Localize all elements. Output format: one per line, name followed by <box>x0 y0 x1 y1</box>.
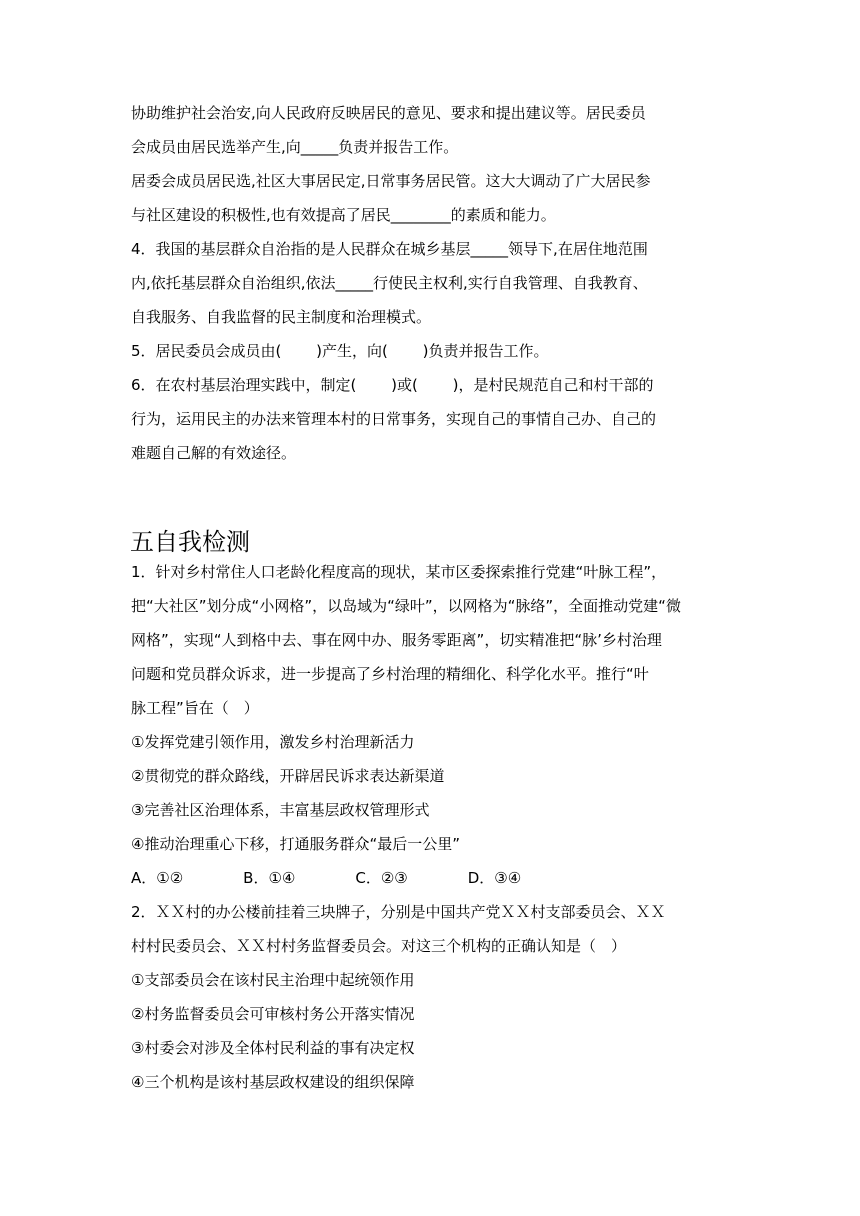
text-line: 脉工程”旨在（ ） <box>131 699 259 717</box>
text-line: 自我服务、自我监督的民主制度和治理模式。 <box>131 308 432 326</box>
self-check-block <box>131 555 731 1099</box>
text-line: 难题自己解的有效途径。 <box>131 444 297 462</box>
text-line: 网格”，实现“人到格中去、事在网中办、服务零距离”，切实精准把“脉’乡村治理 <box>131 631 662 649</box>
text-line: 与社区建设的积极性,也有效提高了居民________的素质和能力。 <box>131 206 556 224</box>
question-6-line: 6．在农村基层治理实践中，制定( )或( )，是村民规范自己和村干部的 <box>131 376 654 394</box>
text-line: 会成员由居民选举产生,向_____负责并报告工作。 <box>131 138 459 156</box>
text-line: 问题和党员群众诉求，进一步提高了乡村治理的精细化、科学化水平。推行“叶 <box>131 665 649 683</box>
question-4-line: 4．我国的基层群众自治指的是人民群众在城乡基层_____领导下,在居住地范围 <box>131 240 648 258</box>
text-line: 村村民委员会、ＸＸ村村务监督委员会。对这三个机构的正确认知是（ ） <box>131 937 627 955</box>
section-title: 五自我检测 <box>130 528 250 556</box>
question-5-line: 5．居民委员会成员由( )产生，向( )负责并报告工作。 <box>131 342 549 360</box>
option-line: ③完善社区治理体系，丰富基层政权管理形式 <box>131 801 430 819</box>
option-line: ②村务监督委员会可审核村务公开落实情况 <box>131 1005 415 1023</box>
option-line: ④三个机构是该村基层政权建设的组织保障 <box>131 1073 415 1091</box>
text-line: 把“大社区”划分成“小网格”，以岛域为“绿叶”，以网格为“脉络”，全面推动党建“微 <box>131 597 681 615</box>
text-line: 内,依托基层群众自治组织,依法_____行使民主权利,实行自我管理、自我教育、 <box>131 274 648 292</box>
text-line: 协助维护社会治安,向人民政府反映居民的意见、要求和提出建议等。居民委员 <box>131 104 646 122</box>
text-line: 居委会成员居民选,社区大事居民定,日常事务居民管。这大大调动了广大居民参 <box>131 172 651 190</box>
answer-choices: A．①② B．①④ C．②③ D．③④ <box>131 869 522 887</box>
question-1-line: 1．针对乡村常住人口老龄化程度高的现状，某市区委探索推行党建“叶脉工程”， <box>131 563 667 581</box>
option-line: ①发挥党建引领作用，激发乡村治理新活力 <box>131 733 415 751</box>
text-block-continuation <box>131 96 731 470</box>
question-2-line: 2．ＸＸ村的办公楼前挂着三块牌子，分别是中国共产党ＸＸ村支部委员会、ＸＸ <box>131 903 666 921</box>
option-line: ④推动治理重心下移，打通服务群众“最后一公里” <box>131 835 460 853</box>
option-line: ②贯彻党的群众路线，开辟居民诉求表达新渠道 <box>131 767 445 785</box>
option-line: ③村委会对涉及全体村民利益的事有决定权 <box>131 1039 415 1057</box>
option-line: ①支部委员会在该村民主治理中起统领作用 <box>131 971 415 989</box>
text-line: 行为，运用民主的办法来管理本村的日常事务，实现自己的事情自己办、自己的 <box>131 410 657 428</box>
